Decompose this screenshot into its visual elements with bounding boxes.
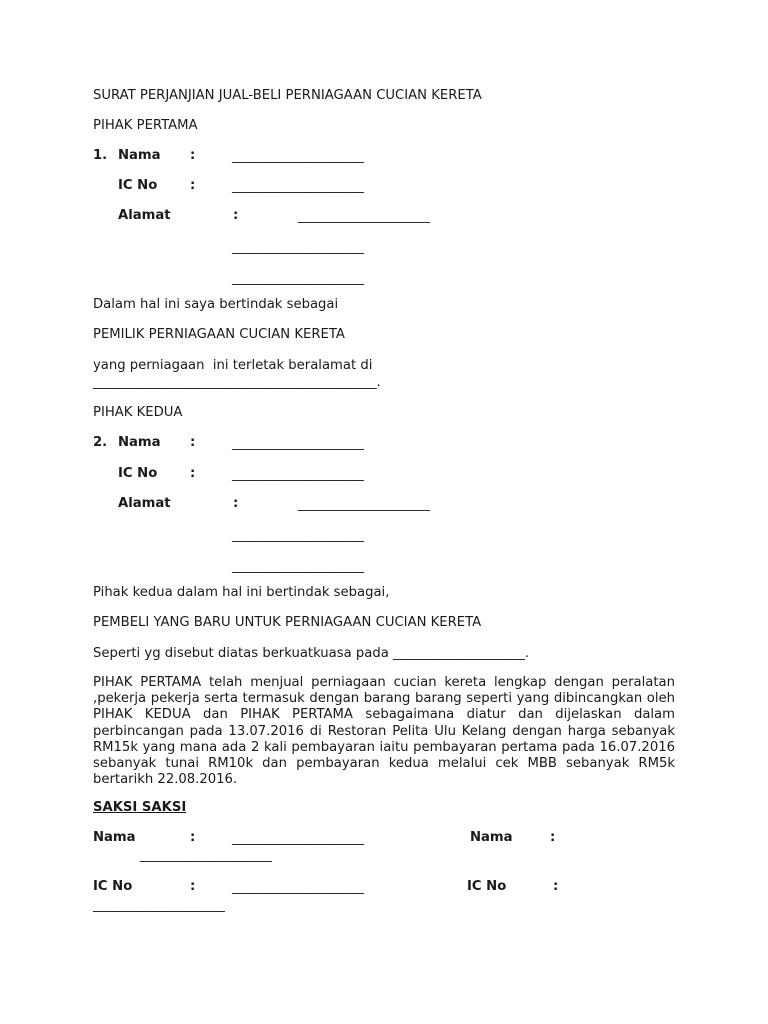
address-line: yang perniagaan ini terletak beralamat di: [93, 358, 373, 373]
pihak-kedua-heading: PIHAK KEDUA: [93, 405, 183, 420]
statement-2: Pihak kedua dalam hal ini bertindak sebagai,: [93, 585, 390, 600]
pihak-pertama-alamat-blank-1[interactable]: ____________________: [298, 209, 430, 224]
saksi-heading: SAKSI SAKSI: [93, 800, 187, 815]
pihak-pertama-nama-label: Nama: [118, 148, 161, 163]
saksi-1-ic-colon: :: [190, 879, 196, 894]
pihak-kedua-alamat-label: Alamat: [118, 496, 171, 511]
pihak-pertama-nama-blank[interactable]: ____________________: [232, 149, 364, 164]
address-blank[interactable]: ___________________________________________.: [93, 375, 381, 390]
saksi-2-ic-blank[interactable]: ____________________: [93, 898, 225, 913]
pihak-pertama-alamat-colon: :: [233, 208, 239, 223]
pihak-pertama-alamat-label: Alamat: [118, 208, 171, 223]
pihak-kedua-nama-colon: :: [190, 435, 196, 450]
saksi-2-nama-blank[interactable]: ____________________: [140, 848, 272, 863]
document-title: SURAT PERJANJIAN JUAL-BELI PERNIAGAAN CUCIAN KERETA: [93, 88, 482, 103]
pihak-kedua-ic-label: IC No: [118, 466, 158, 481]
saksi-1-nama-blank[interactable]: ____________________: [232, 831, 364, 846]
saksi-2-ic-label: IC No: [467, 879, 507, 894]
pihak-kedua-alamat-colon: :: [233, 496, 239, 511]
saksi-1-nama-colon: :: [190, 830, 196, 845]
pihak-pertama-ic-colon: :: [190, 178, 196, 193]
pihak-pertama-number: 1.: [93, 148, 108, 163]
pihak-pertama-alamat-blank-2[interactable]: ____________________: [232, 240, 364, 255]
pihak-kedua-alamat-blank-1[interactable]: ____________________: [298, 497, 430, 512]
saksi-2-nama-colon: :: [550, 830, 556, 845]
pihak-pertama-heading: PIHAK PERTAMA: [93, 118, 198, 133]
agreement-paragraph: PIHAK PERTAMA telah menjual perniagaan cucian kereta lengkap dengan peralatan ,pekerja pekerja serta termasuk dengan barang barang seperti yang dibincangkan oleh PIHAK KEDUA dan PIHAK PERTAMA sebagaimana diatur dan dijelaskan dalam perbincangan pada 13.07.2016 di Restoran Pelita Ulu Kelang dengan harga sebanyak RM15k yang mana ada 2 kali pembayaran iaitu pembayaran pertama pada 16.07.2016 sebanyak tunai RM10k dan pembayaran kedua melalui cek MBB sebanyak RM5k bertarikh 22.08.2016.: [93, 675, 675, 788]
pihak-pertama-ic-blank[interactable]: ____________________: [232, 179, 364, 194]
role-2: PEMBELI YANG BARU UNTUK PERNIAGAAN CUCIAN KERETA: [93, 615, 482, 630]
saksi-2-nama-label: Nama: [470, 830, 513, 845]
pihak-pertama-ic-label: IC No: [118, 178, 158, 193]
pihak-kedua-alamat-blank-3[interactable]: ____________________: [232, 559, 364, 574]
pihak-kedua-number: 2.: [93, 435, 108, 450]
effective-line: Seperti yg disebut diatas berkuatkuasa pada ____________________.: [93, 646, 530, 661]
saksi-2-ic-colon: :: [553, 879, 559, 894]
pihak-kedua-alamat-blank-2[interactable]: ____________________: [232, 528, 364, 543]
role-1: PEMILIK PERNIAGAAN CUCIAN KERETA: [93, 327, 345, 342]
saksi-1-ic-label: IC No: [93, 879, 133, 894]
pihak-kedua-ic-blank[interactable]: ____________________: [232, 467, 364, 482]
pihak-kedua-nama-blank[interactable]: ____________________: [232, 436, 364, 451]
pihak-pertama-alamat-blank-3[interactable]: ____________________: [232, 271, 364, 286]
pihak-pertama-nama-colon: :: [190, 148, 196, 163]
pihak-kedua-nama-label: Nama: [118, 435, 161, 450]
pihak-kedua-ic-colon: :: [190, 466, 196, 481]
statement-1: Dalam hal ini saya bertindak sebagai: [93, 297, 339, 312]
saksi-1-ic-blank[interactable]: ____________________: [232, 880, 364, 895]
saksi-1-nama-label: Nama: [93, 830, 136, 845]
